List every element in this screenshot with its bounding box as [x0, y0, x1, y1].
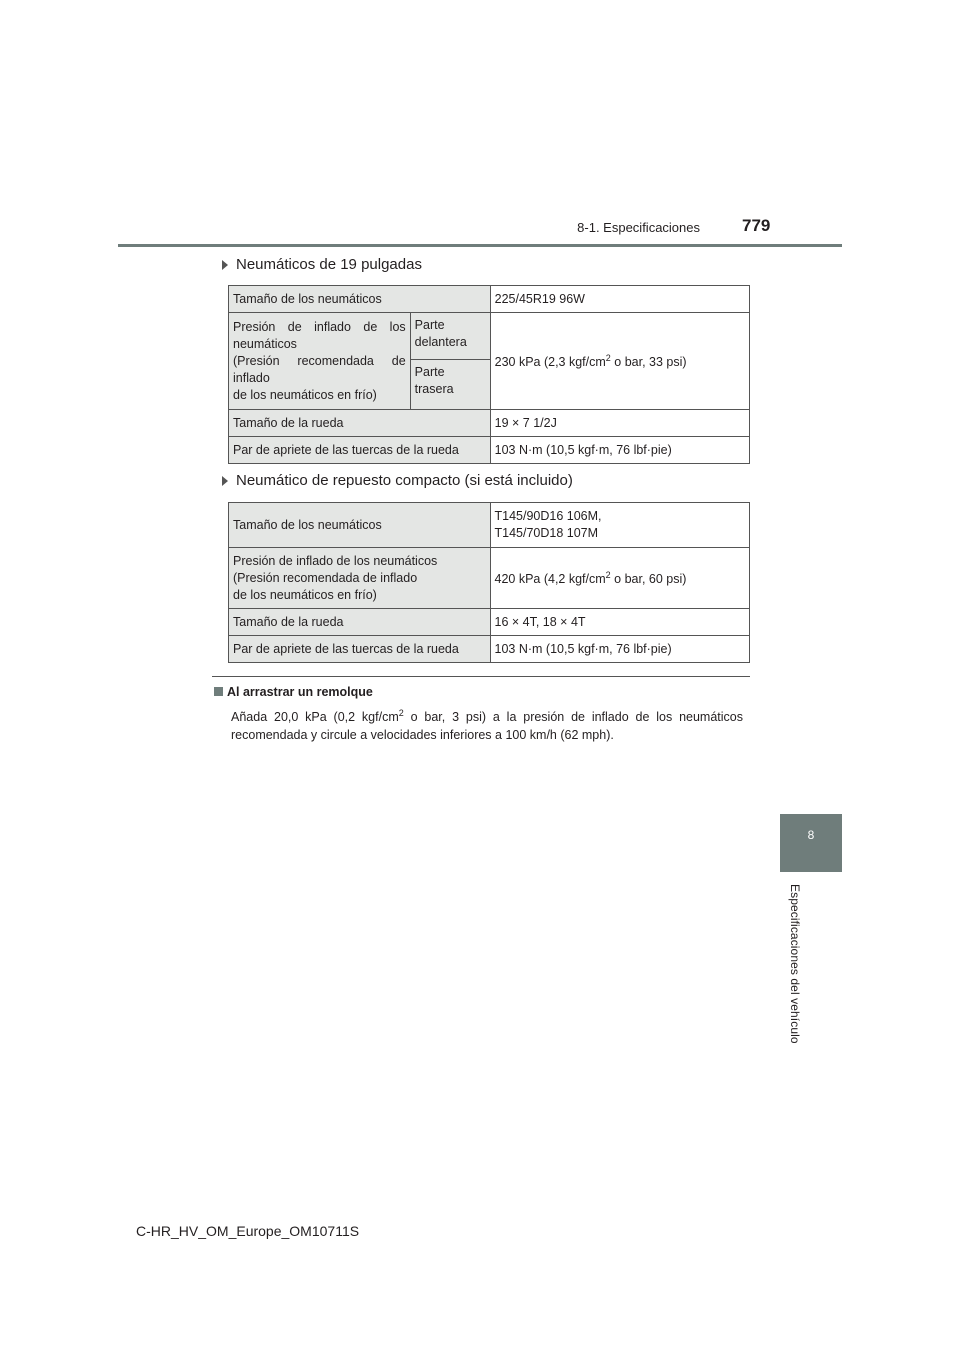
arrow-icon — [222, 476, 228, 486]
spec-table-19-inch — [228, 285, 750, 464]
pressure-label-line-1: Presión de inflado de los neumáticos — [233, 319, 406, 351]
section-heading-spare — [222, 472, 573, 489]
pressure-value: 230 kPa (2,3 kgf/$cm^2$ o bar, 33 psi) — [490, 313, 749, 410]
spare-torque-label: Par de apriete de las tuercas de la rueda — [229, 636, 491, 663]
chapter-tab-label: Especificaciones del vehículo — [788, 884, 802, 1044]
note-title — [214, 685, 373, 699]
note-body: Añada 20,0 kPa (0,2 kgf/$cm^2$ o bar, 3 psi) a la presión de inflado de los neumáticos recomendada y circule a velocidades inferiores a 100 km/h (62 mph). — [231, 708, 743, 743]
spare-pressure-label: Presión de inflado de los neumáticos (Presión recomendada de inflado de los neumáticos en frío) — [229, 548, 491, 609]
note-title-text: Al arrastrar un remolque — [227, 685, 373, 699]
footer-document-id: C-HR_HV_OM_Europe_OM10711S — [136, 1223, 360, 1239]
section-heading-19-inch — [222, 256, 422, 273]
square-bullet-icon — [214, 687, 223, 696]
tire-size-value: 225/45R19 96W — [490, 286, 749, 313]
spare-wheel-size-value: 16 × 4T, 18 × 4T — [490, 609, 750, 636]
spare-tire-size-value: T145/90D16 106M, T145/70D18 107M — [490, 503, 750, 548]
spare-pressure-value: 420 kPa (4,2 kgf/$cm^2$ o bar, 60 psi) — [490, 548, 750, 609]
rear-label: Parte trasera — [410, 360, 490, 410]
front-label: Parte delantera — [410, 313, 490, 360]
header-section-title: 8-1. Especificaciones — [577, 220, 700, 235]
chapter-tab-number: 8 — [807, 828, 815, 842]
spare-torque-value: 103 N·m (10,5 kgf·m, 76 lbf·pie) — [490, 636, 750, 663]
pressure-label — [229, 313, 411, 410]
spec-table-spare — [228, 502, 750, 663]
note-divider — [212, 676, 750, 677]
arrow-icon — [222, 260, 228, 270]
torque-value: 103 N·m (10,5 kgf·m, 76 lbf·pie) — [490, 437, 749, 464]
spare-wheel-size-label: Tamaño de la rueda — [229, 609, 491, 636]
tire-size-label: Tamaño de los neumáticos — [229, 286, 491, 313]
page-number: 779 — [742, 216, 771, 235]
wheel-size-value: 19 × 7 1/2J — [490, 410, 749, 437]
wheel-size-label: Tamaño de la rueda — [229, 410, 491, 437]
spare-tire-size-label: Tamaño de los neumáticos — [229, 503, 491, 548]
chapter-tab — [780, 814, 842, 872]
torque-label: Par de apriete de las tuercas de la rueda — [229, 437, 491, 464]
pressure-label-line-2: (Presión recomendada de inflado — [233, 353, 406, 385]
header-rule — [118, 244, 842, 247]
pressure-label-line-3: de los neumáticos en frío) — [233, 387, 377, 402]
section-heading-text: Neumáticos de 19 pulgadas — [236, 256, 422, 273]
section-heading-text: Neumático de repuesto compacto (si está incluido) — [236, 472, 573, 489]
